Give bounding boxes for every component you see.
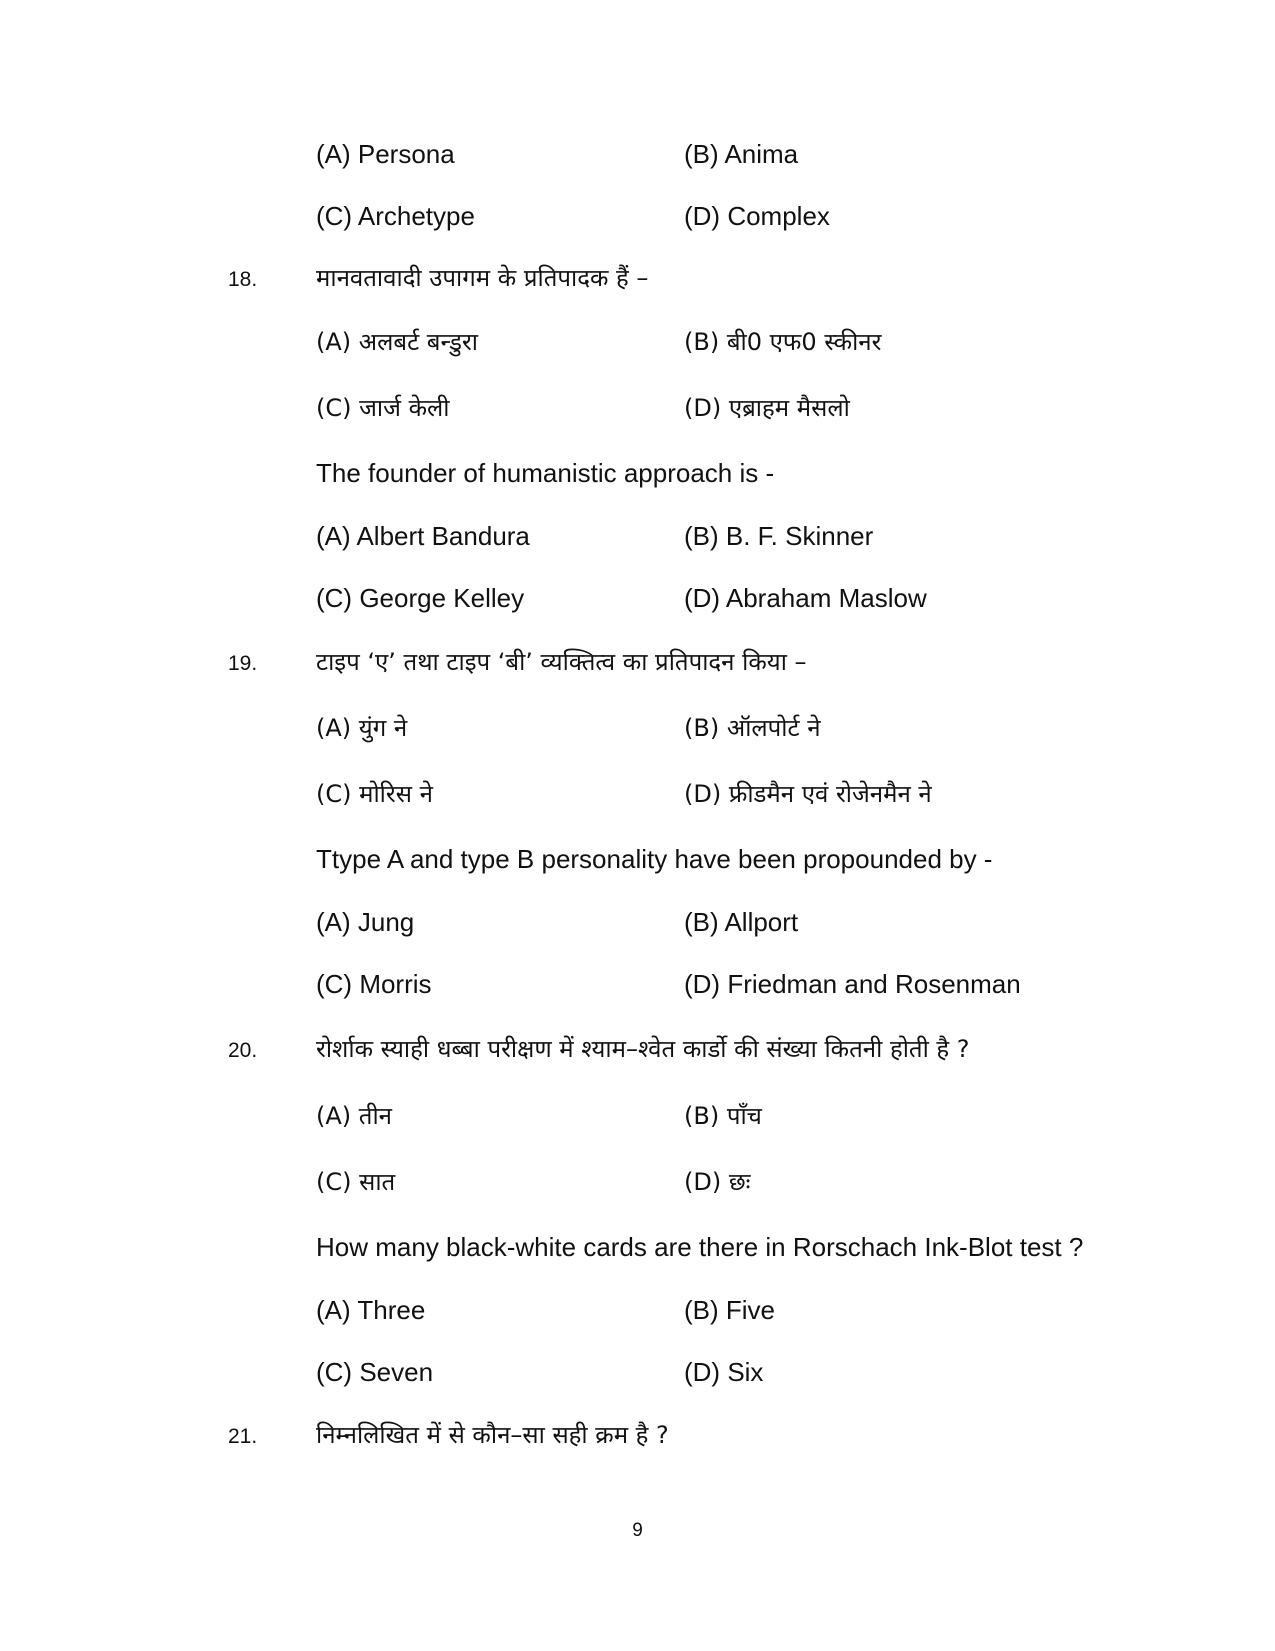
question-number: 19. [228, 652, 258, 675]
option-d-english: (D) Six [684, 1357, 764, 1387]
question-number: 18. [228, 268, 258, 291]
option-d-hindi: (D) फ्रीडमैन एवं रोजेनमैन ने [684, 780, 932, 808]
option-c: (C) Archetype [316, 201, 475, 231]
question-stem-hindi: मानवतावादी उपागम के प्रतिपादक हैं – [316, 264, 649, 292]
option-a-hindi: (A) युंग ने [316, 714, 408, 742]
question-stem-english: How many black-white cards are there in Rorschach Ink-Blot test ? [316, 1232, 1084, 1262]
option-d-english: (D) Abraham Maslow [684, 583, 927, 613]
option-a-english: (A) Albert Bandura [316, 521, 530, 551]
option-d: (D) Complex [684, 201, 830, 231]
option-c-hindi: (C) जार्ज केली [316, 394, 450, 422]
option-b-english: (B) Allport [684, 907, 799, 937]
question-stem-hindi: टाइप ‘ए’ तथा टाइप ‘बी’ व्यक्तित्व का प्रतिपादन किया – [316, 648, 807, 676]
option-c-english: (C) Seven [316, 1357, 434, 1387]
option-c-hindi: (C) सात [316, 1168, 396, 1196]
option-d-hindi: (D) छः [684, 1168, 751, 1196]
option-b-english: (B) Five [684, 1295, 775, 1325]
question-stem-hindi: निम्नलिखित में से कौन–सा सही क्रम है ? [316, 1421, 669, 1449]
option-b-hindi: (B) बी0 एफ0 स्कीनर [684, 328, 882, 356]
question-number: 21. [228, 1425, 258, 1448]
option-a-english: (A) Jung [316, 907, 415, 937]
option-c-english: (C) George Kelley [316, 583, 525, 613]
option-b-english: (B) B. F. Skinner [684, 521, 874, 551]
question-number: 20. [228, 1039, 258, 1062]
question-stem-hindi: रोर्शाक स्याही धब्बा परीक्षण में श्याम–श्वेत कार्डो की संख्या कितनी होती है ? [316, 1035, 970, 1063]
option-d-english: (D) Friedman and Rosenman [684, 969, 1021, 999]
page-number: 9 [632, 1520, 643, 1541]
option-a-hindi: (A) तीन [316, 1102, 392, 1130]
option-a: (A) Persona [316, 139, 455, 169]
option-d-hindi: (D) एब्राहम मैसलो [684, 394, 850, 422]
option-b-hindi: (B) ऑलपोर्ट ने [684, 714, 821, 742]
question-stem-english: Ttype A and type B personality have been propounded by - [316, 844, 993, 874]
option-c-english: (C) Morris [316, 969, 432, 999]
option-a-english: (A) Three [316, 1295, 426, 1325]
option-c-hindi: (C) मोरिस ने [316, 780, 433, 808]
option-b: (B) Anima [684, 139, 799, 169]
question-stem-english: The founder of humanistic approach is - [316, 458, 775, 488]
option-a-hindi: (A) अलबर्ट बन्डुरा [316, 328, 478, 356]
option-b-hindi: (B) पाँच [684, 1102, 762, 1130]
